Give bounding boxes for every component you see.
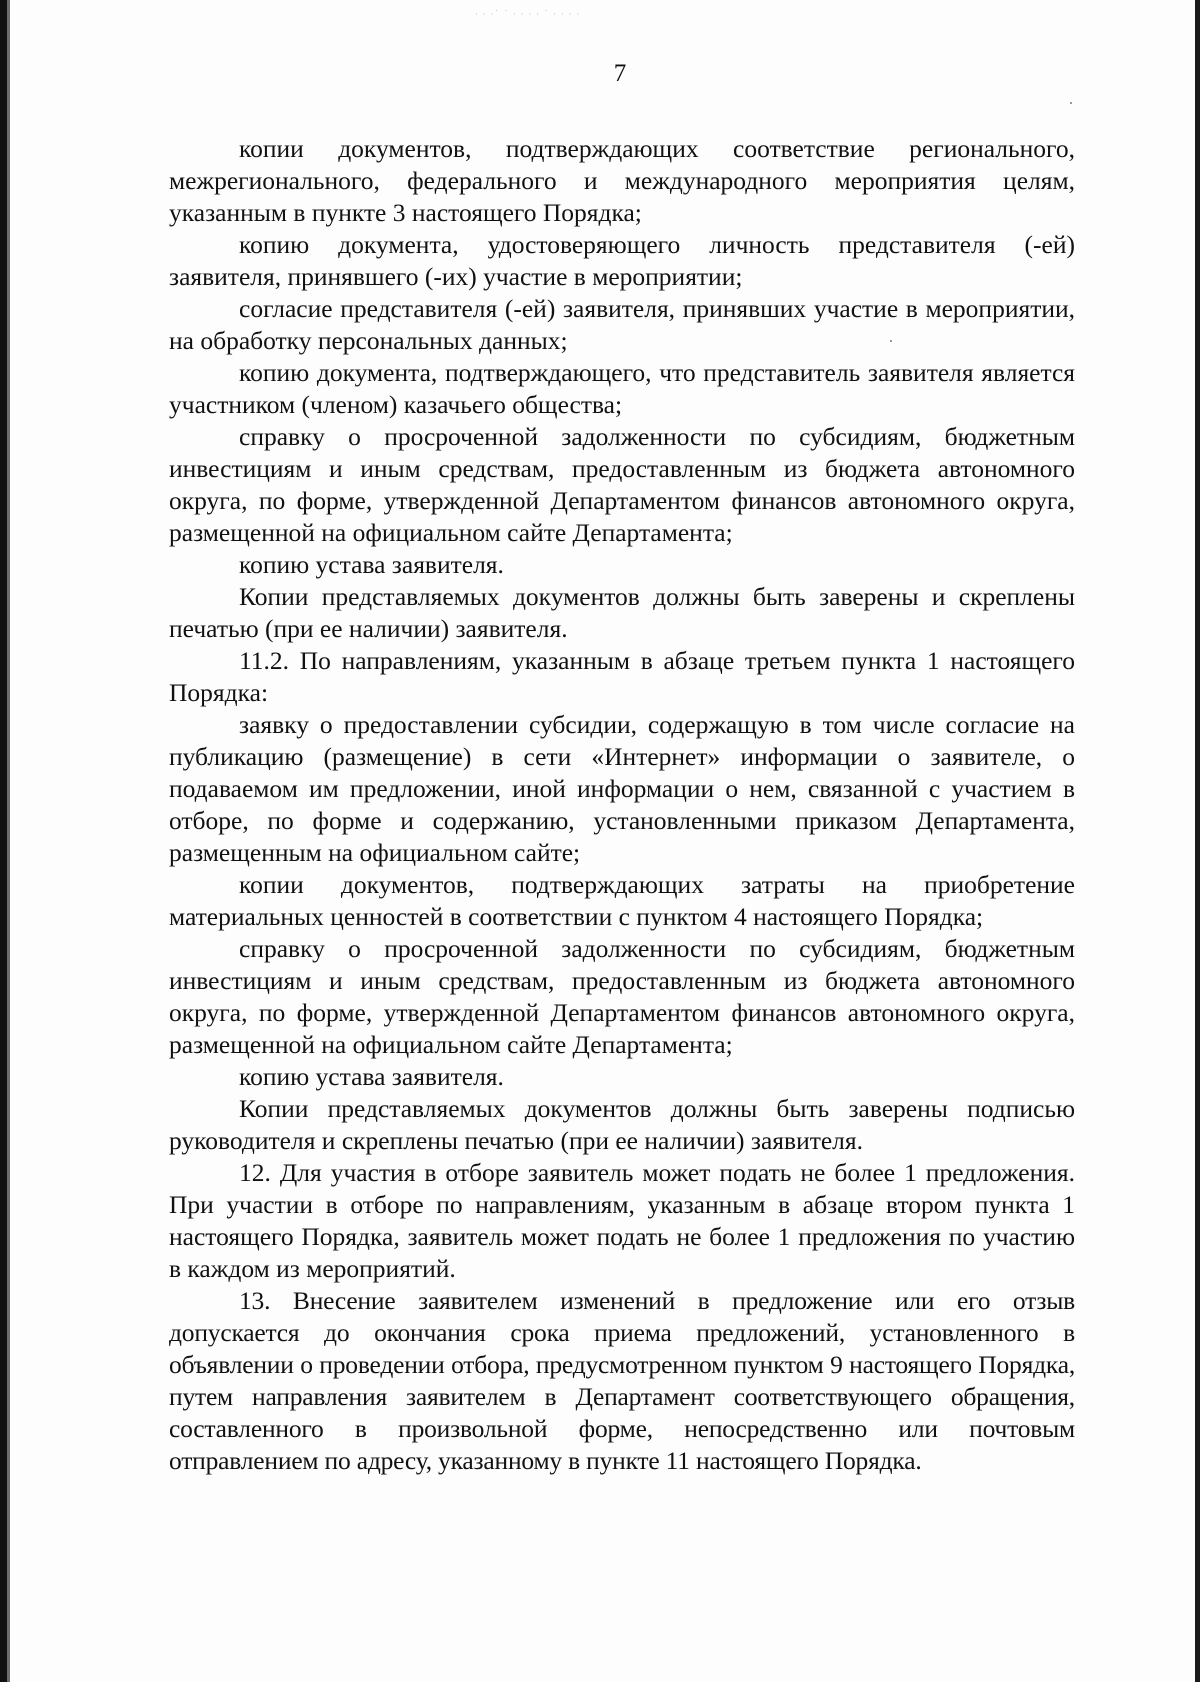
scan-border-left [0,0,7,1682]
paragraph: 11.2. По направлениям, указанным в абзаце третьем пункта 1 настоящего Порядка: [169,646,1075,707]
paragraph: копию документа, подтверждающего, что представитель заявителя является участником (членом) казачьего общества; [169,358,1075,419]
paragraph: копии документов, подтверждающих затраты на приобретение материальных ценностей в соответствии с пунктом 4 настоящего Порядка; [169,870,1075,931]
scan-border-right [1195,0,1200,1682]
document-body [169,133,1075,1477]
paragraph: копию устава заявителя. [239,550,504,579]
scan-border-left-shadow [7,0,10,1682]
paragraph: справку о просроченной задолженности по субсидиям, бюджетным инвестициям и иным средствам, предоставленным из бюджета автономного округа, по форме, утвержденной Департаментом финансов автономного округа, размещенной на официальном сайте Департамента; [169,934,1075,1059]
paragraph: Копии представляемых документов должны быть заверены подписью руководителя и скреплены печатью (при ее наличии) заявителя. [169,1094,1075,1155]
paragraph: согласие представителя (-ей) заявителя, принявших участие в мероприятии, на обработку персональных данных; [169,294,1075,355]
paragraph: 12. Для участия в отборе заявитель может подать не более 1 предложения. При участии в отборе по направлениям, указанным в абзаце втором пункта 1 настоящего Порядка, заявитель может подать не более 1 предложения по участию в каждом из мероприятий. [169,1158,1075,1283]
page-number: 7 [613,60,627,87]
paragraph: копии документов, подтверждающих соответствие регионального, межрегионального, федерального и международного мероприятия целям, указанным в пункте 3 настоящего Порядка; [169,134,1075,227]
scan-speck [1070,102,1072,104]
paragraph: копию устава заявителя. [239,1062,504,1091]
paragraph: копию документа, удостоверяющего личность представителя (-ей) заявителя, принявшего (-их) участие в мероприятии; [169,230,1075,291]
scan-noise: · · ·˙ ˙ · · · · ˙ · · · · [475,10,581,20]
paragraph: справку о просроченной задолженности по субсидиям, бюджетным инвестициям и иным средствам, предоставленным из бюджета автономного округа, по форме, утвержденной Департаментом финансов автономного округа, размещенной на официальном сайте Департамента; [169,422,1075,547]
paragraph: Копии представляемых документов должны быть заверены и скреплены печатью (при ее наличии) заявителя. [169,582,1075,643]
paragraph: заявку о предоставлении субсидии, содержащую в том числе согласие на публикацию (размещение) в сети «Интернет» информации о заявителе, о подаваемом им предложении, иной информации о нем, связанной с участием в отборе, по форме и содержанию, установленными приказом Департамента, размещенным на официальном сайте; [169,710,1075,867]
paragraph: 13. Внесение заявителем изменений в предложение или его отзыв допускается до окончания срока приема предложений, установленного в объявлении о проведении отбора, предусмотренном пунктом 9 настоящего Порядка, путем направления заявителем в Департамент соответствующего обращения, составленного в произвольной форме, непосредственно или почтовым отправлением по адресу, указанному в пункте 11 настоящего Порядка. [169,1286,1075,1475]
